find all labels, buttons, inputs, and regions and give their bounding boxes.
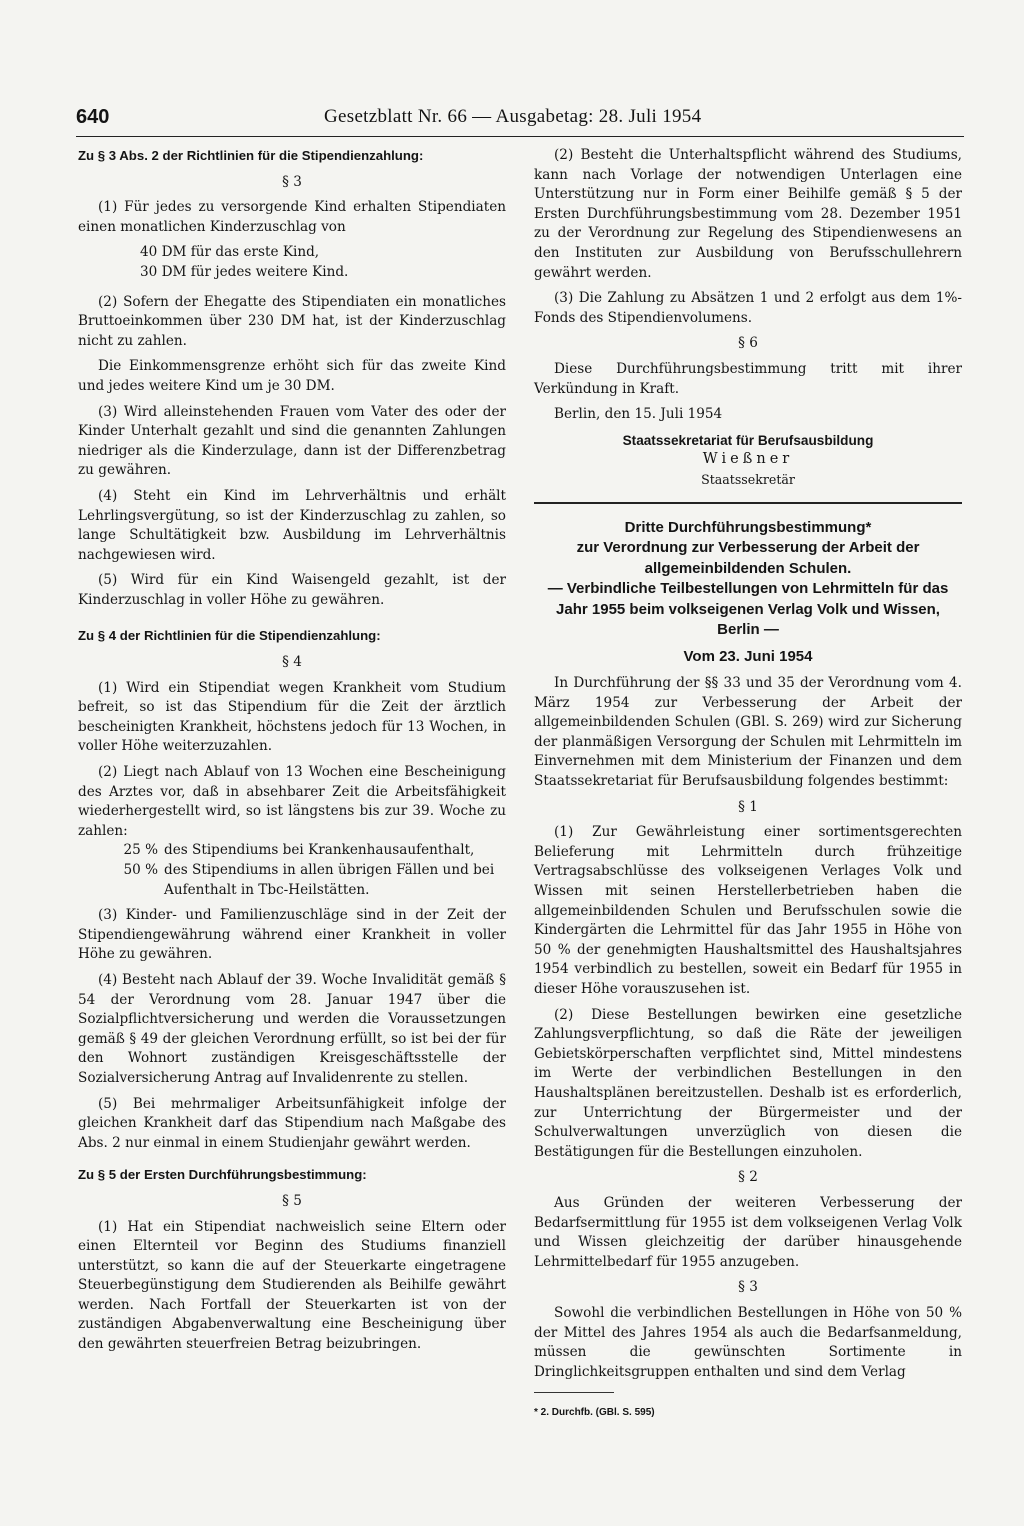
section-sign: § 3	[738, 1279, 758, 1296]
paragraph: (1) Zur Gewährleistung einer sortimentsgerechten Belieferung mit Lehrmitteln durch frühzeitige Vertragsabschlüsse des volkseigenen Verlages Volk und Wissen mit seinen Herstellerbetrieben haben die allgemeinbildenden Schulen und Berufsschulen sowie die Kindergärten die Lehrmittel für das Jahr 1955 in Höhe von 50 % der genehmigten Haushaltsmittel des Haushaltsjahres 1954 verbindlich zu bestellen, soweit ein Bedarf für 1955 in dieser Höhe vorauszusehen ist.	[534, 824, 962, 997]
paragraph: In Durchführung der §§ 33 und 35 der Verordnung vom 4. März 1954 zur Verbesserung der Arbeit der allgemeinbildenden Schulen (GBl. S. 269) wird zur Sicherung der planmäßigen Versorgung der Schulen mit Lehrmitteln im Einvernehmen mit dem Ministerium der Finanzen und dem Staatssekretariat für Berufsausbildung folgendes bestimmt:	[534, 675, 962, 790]
paragraph: (2) Liegt nach Ablauf von 13 Wochen eine Bescheinigung des Arztes vor, daß in absehbarer Zeit die Arbeitsfähigkeit wiederhergestellt wird, so ist längstens bis zur 39. Woche zu zahlen:	[78, 764, 506, 839]
paragraph: (5) Bei mehrmaliger Arbeitsunfähigkeit infolge der gleichen Krankheit darf das Stipendium nach Maßgabe des Abs. 2 nur einmal in einem Studienjahr gewährt werden.	[78, 1095, 506, 1151]
paragraph: (2) Sofern der Ehegatte des Stipendiaten ein monatliches Bruttoeinkommen über 230 DM hat, ist der Kinderzuschlag nicht zu zahlen.	[78, 293, 506, 349]
signer-name: Wießner	[702, 451, 794, 468]
section-sign: § 4	[282, 654, 302, 671]
paragraph: (1) Hat ein Stipendiat nachweislich seine Eltern oder einen Elternteil vor Beginn des Studiums finanziell unterstützt, so kann die auf der Steuerkarte eingetragene Steuerbegünstigung dem Studierenden als Beihilfe gewährt werden. Nach Fortfall der Steuerkarten ist von der zuständigen Abgabenverwaltung eine Bescheinigung über den gewährten steuerfreien Betrag beizubringen.	[78, 1218, 506, 1353]
rate-percent: 50 %	[123, 862, 158, 878]
left-column	[78, 146, 506, 1361]
section-sign: § 5	[282, 1192, 302, 1209]
paragraph: (3) Die Zahlung zu Absätzen 1 und 2 erfolgt aus dem 1%-Fonds des Stipendienvolumens.	[534, 290, 962, 326]
section-heading: Zu § 5 der Ersten Durchführungsbestimmung:	[78, 1167, 367, 1183]
section-sign: § 2	[738, 1169, 758, 1186]
paragraph: Aus Gründen der weiteren Verbesserung der Bedarfsermittlung für 1955 ist dem volkseigenen Verlag Volk und Wissen gleichzeitig der darüber hinausgehende Lehrmittelbedarf für 1955 anzugeben.	[534, 1194, 962, 1270]
document-date: Vom 23. Juni 1954	[683, 647, 813, 665]
paragraph: (2) Diese Bestellungen bewirken eine gesetzliche Zahlungsverpflichtung, so daß die Räte der jeweiligen Gebietskörperschaften verpflichtet sind, Mittel mindestens im Werte der verbindlichen Bestellungen in den Haushaltsplänen bereitzustellen. Deshalb ist es erforderlich, zur Unterrichtung der Bürgermeister und der Schulverwaltungen unverzüglich von diesen die Bestätigungen für die Bestellungen einzuholen.	[534, 1006, 962, 1160]
rate-row	[78, 841, 506, 861]
page-number: 640	[76, 106, 110, 128]
section-sign: § 3	[282, 173, 302, 190]
paragraph: (3) Wird alleinstehenden Frauen vom Vater des oder der Kinder Unterhalt gezahlt und sind die genannten Zahlungen niedriger als die Kinderzulage, dann ist der Differenzbetrag zu gewähren.	[78, 403, 506, 479]
rate-percent: 25 %	[123, 842, 158, 859]
section-heading: Zu § 4 der Richtlinien für die Stipendienzahlung:	[78, 628, 381, 644]
document-title: Dritte Durchführungsbestimmung*	[624, 518, 872, 536]
section-divider	[534, 502, 962, 504]
rate-row	[78, 861, 506, 900]
paragraph: Die Einkommensgrenze erhöht sich für das zweite Kind und jedes weitere Kind um je 30 DM.	[78, 358, 506, 394]
signer-title: Staatssekretär	[701, 471, 795, 487]
paragraph: (3) Kinder- und Familienzuschläge sind in der Zeit der Stipendiengewährung während einer Krankheit in voller Höhe zu gewähren.	[78, 907, 506, 963]
right-column	[534, 146, 962, 1433]
document-subtitle: zur Verordnung zur Verbesserung der Arbeit der allgemeinbildenden Schulen.	[576, 539, 920, 577]
paragraph: (5) Wird für ein Kind Waisengeld gezahlt, ist der Kinderzuschlag in voller Höhe zu gewähren.	[78, 572, 506, 608]
paragraph: (4) Besteht nach Ablauf der 39. Woche Invalidität gemäß § 54 der Verordnung vom 28. Januar 1947 über die Sozialpflichtversicherung und werden die Voraussetzungen gemäß § 49 der gleichen Verordnung erfüllt, so ist bei der für den Wohnort zuständigen Kreisgeschäftsstelle der Sozialversicherung Antrag auf Invalidenrente zu stellen.	[78, 971, 506, 1086]
header-title: Gesetzblatt Nr. 66 — Ausgabetag: 28. Juli 1954	[324, 106, 702, 127]
paragraph: (1) Wird ein Stipendiat wegen Krankheit vom Studium befreit, so ist das Stipendium für die Zeit der ärztlich bescheinigten Krankheit, höchstens jedoch für 13 Wochen, in voller Höhe weiterzuzahlen.	[78, 679, 506, 755]
footnote-divider	[534, 1392, 614, 1393]
paragraph: Sowohl die verbindlichen Bestellungen in Höhe von 50 % der Mittel des Jahres 1954 als auch die Bedarfsanmeldung, müssen die gewünschten Sortimente in Dringlichkeitsgruppen enthalten und sind dem Verlag	[534, 1304, 962, 1380]
paragraph: Diese Durchführungsbestimmung tritt mit ihrer Verkündung in Kraft.	[534, 360, 962, 397]
paragraph: (4) Steht ein Kind im Lehrverhältnis und erhält Lehrlingsvergütung, so ist der Kinderzuschlag zu zahlen, so lange Schultätigkeit bzw. Ausbildung im Lehrverhältnis nachgewiesen wird.	[78, 487, 506, 563]
list-line: 40 DM für das erste Kind,	[140, 244, 320, 261]
page-header	[76, 106, 964, 137]
place-date: Berlin, den 15. Juli 1954	[554, 406, 723, 423]
paragraph: (2) Besteht die Unterhaltspflicht während des Studiums, kann nach Vorlage der notwendigen Unterlagen eine Unterstützung nur in Form einer Beihilfe gemäß § 5 der Ersten Durchführungsbestimmung vom 28. Dezember 1951 zu der Verordnung zur Regelung des Stipendienwesens an den Instituten zur Ausbildung von Berufsschullehrern gewährt werden.	[534, 147, 962, 281]
rate-text: des Stipendiums bei Krankenhausaufenthalt,	[164, 842, 475, 859]
section-heading: Zu § 3 Abs. 2 der Richtlinien für die Stipendienzahlung:	[78, 148, 424, 163]
rate-text: des Stipendiums in allen übrigen Fällen und bei Aufenthalt in Tbc-Heilstätten.	[164, 862, 495, 898]
section-sign: § 6	[738, 335, 758, 352]
section-sign: § 1	[738, 798, 758, 815]
footnote: * 2. Durchfb. (GBl. S. 595)	[534, 1407, 655, 1419]
paragraph: (1) Für jedes zu versorgende Kind erhalten Stipendiaten einen monatlichen Kinderzuschlag von	[78, 199, 506, 235]
authority: Staatssekretariat für Berufsausbildung	[622, 432, 874, 448]
list-line: 30 DM für jedes weitere Kind.	[140, 263, 349, 280]
document-subtitle: — Verbindliche Teilbestellungen von Lehrmitteln für das Jahr 1955 beim volkseigenen Verlag Volk und Wissen, Berlin —	[547, 580, 949, 638]
